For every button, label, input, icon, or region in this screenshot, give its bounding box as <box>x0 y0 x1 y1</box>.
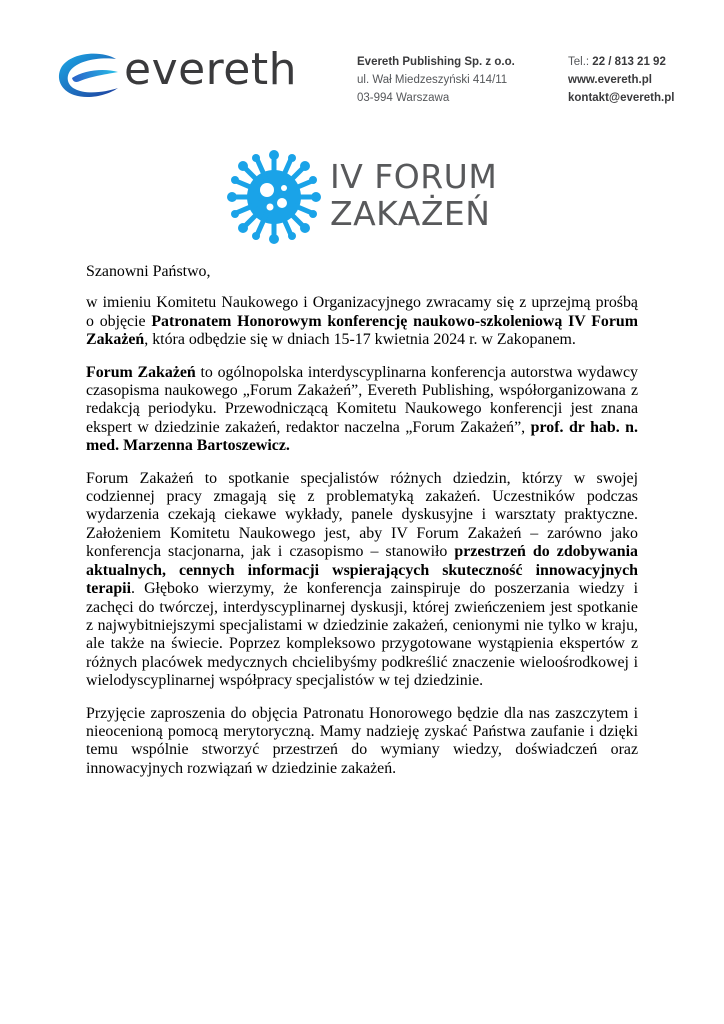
forum-title-line2: ZAKAŻEŃ <box>330 194 491 233</box>
logo-wordmark: evereth <box>124 44 298 95</box>
phone-number: 22 / 813 21 92 <box>592 56 666 68</box>
paragraph-2: Forum Zakażeń to ogólnopolska interdyscyplinarna konferencja autorstwa wydawcy czasopisma naukowego „Forum Zakażeń”, Evereth Publishing, współorganizowana z redakcją periodyku. Przewodniczącą Komitetu Naukowego konferencji jest znana ekspert w dziedzinie zakażeń, redaktor naczelna „Forum Zakażeń”, prof. dr hab. n. med. Marzenna Bartoszewicz. <box>86 363 638 455</box>
forum-logo <box>226 150 506 245</box>
paragraph-1: w imieniu Komitetu Naukowego i Organizacyjnego zwracamy się z uprzejmą prośbą o objęcie Patronatem Honorowym konferencję naukowo-szkoleniową IV Forum Zakażeń, która odbędzie się w dniach 15-17 kwietnia 2024 r. w Zakopanem. <box>86 294 638 349</box>
contact-block <box>568 53 674 107</box>
letter-body <box>86 263 638 792</box>
paragraph-3: Forum Zakażeń to spotkanie specjalistów różnych dziedzin, którzy w swojej codziennej pracy zmagają się z problematyką zakażeń. Uczestników podczas wydarzenia czekają ciekawe wykłady, panele dyskusyjne i warsztaty praktyczne. Założeniem Komitetu Naukowego jest, aby IV Forum Zakażeń – zarówno jako konferencja stacjonarna, jak i czasopismo – stanowiło przestrzeń do zdobywania aktualnych, cennych informacji wspierających skuteczność innowacyjnych terapii. Głęboko wierzymy, że konferencja zainspiruje do poszerzania wiedzy i zachęci do twórczej, interdyscyplinarnej dyskusji, której zwieńczeniem jest spotkanie z najwybitniejszymi specjalistami w dziedzinie zakażeń, cenionymi nie tylko w kraju, ale także na świecie. Poprzez kompleksowo przygotowane wystąpienia ekspertów z różnych placówek medycznych chcielibyśmy podkreślić znaczenie wieloośrodkowej i wielodyscyplinarnej współpracy specjalistów w tej dziedzinie. <box>86 469 639 690</box>
paragraph-4: Przyjęcie zaproszenia do objęcia Patronatu Honorowego będzie dla nas zaszczytem i nieocenioną pomocą merytoryczną. Mamy nadzieję zyskać Państwa zaufanie i dzięki temu wspólnie stworzyć przestrzeń do wymiany wiedzy, doświadczeń oraz innowacyjnych rozwiązań w dziedzinie zakażeń. <box>86 704 638 777</box>
greeting: Szanowni Państwo, <box>86 263 211 280</box>
address-street: ul. Wał Miedzeszyński 414/11 <box>357 74 508 86</box>
evereth-logo <box>56 44 298 100</box>
phone-line <box>568 53 674 71</box>
evereth-swoosh-icon <box>56 50 120 100</box>
virus-icon <box>226 150 322 245</box>
forum-title-line1: IV FORUM <box>330 157 498 196</box>
forum-title <box>330 158 497 232</box>
phone-label: Tel.: <box>568 56 590 68</box>
address-city: 03-994 Warszawa <box>357 92 450 104</box>
company-address-block <box>357 53 515 107</box>
website-link[interactable]: www.evereth.pl <box>568 74 652 86</box>
company-name: Evereth Publishing Sp. z o.o. <box>357 56 515 68</box>
email-link[interactable]: kontakt@evereth.pl <box>568 92 675 104</box>
